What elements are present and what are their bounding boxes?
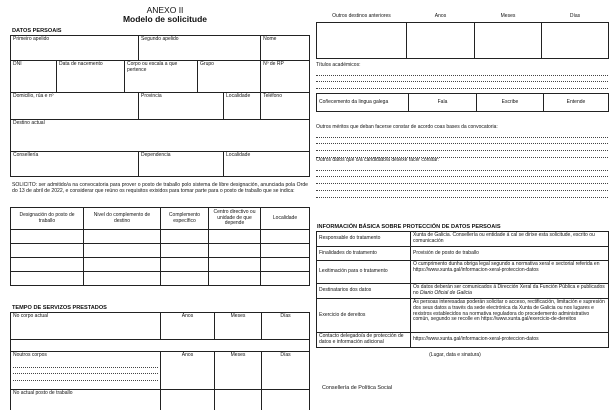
department-field[interactable]: Consellería xyxy=(11,152,139,177)
privacy-value: O cumprimento dunha obriga legal segundo a normativa xeral e sectorial referida en https://www.xunta.gal/informacion-xeral-proteccion-datos xyxy=(411,261,609,284)
galician-understands[interactable]: Entende xyxy=(544,94,609,112)
academic-section[interactable] xyxy=(316,63,608,89)
galician-label: Coñecemento da lingua galega xyxy=(317,94,409,112)
phone-field[interactable]: Teléfono xyxy=(261,93,310,120)
dependency-field[interactable]: Dependencia xyxy=(139,152,224,177)
own-body-days[interactable]: Días xyxy=(262,313,310,340)
academic-label: Títulos académicos: xyxy=(316,62,361,68)
own-body-months[interactable]: Meses xyxy=(215,313,262,340)
group-field[interactable]: Grupo xyxy=(198,61,261,93)
privacy-value: Os datos deberán ser comunicados á Dirección Xeral da Función Pública e publicados no Diario Oficial de Galicia xyxy=(411,284,609,299)
col-level: Nivel do complemento de destino xyxy=(84,208,161,230)
table-row xyxy=(11,244,310,258)
current-post-field[interactable]: Destino actual xyxy=(11,120,310,152)
post-locality-field[interactable]: Localidade xyxy=(224,152,310,177)
col-locality: Localidade xyxy=(261,208,310,230)
other-bodies-field[interactable]: Noutros corpos xyxy=(11,352,161,390)
annex-label: ANEXO II xyxy=(146,5,184,15)
address-field[interactable]: Domicilio, rúa e nº xyxy=(11,93,139,120)
personal-data-table xyxy=(10,35,310,177)
privacy-table xyxy=(316,231,609,348)
locality-field[interactable]: Localidade xyxy=(224,93,261,120)
province-field[interactable]: Provincia xyxy=(139,93,224,120)
dni-field[interactable]: DNI xyxy=(11,61,57,93)
table-row xyxy=(11,272,310,286)
other-posts-months: Meses xyxy=(500,12,516,19)
col-post-name: Designación do posto de traballo xyxy=(11,208,84,230)
services-table xyxy=(10,312,310,410)
body-scale-field[interactable]: Corpo ou escala a que pertence xyxy=(125,61,198,93)
other-posts-years: Anos xyxy=(434,12,447,19)
privacy-label: Responsable do tratamento xyxy=(317,232,411,247)
signature-caption: (Lugar, data e sinatura) xyxy=(429,352,481,358)
privacy-label: Finalidades do tratamento xyxy=(317,247,411,261)
other-bodies-days[interactable]: Días xyxy=(262,352,310,390)
table-row xyxy=(11,230,310,244)
birth-date-field[interactable]: Data de nacemento xyxy=(57,61,125,93)
current-post-time-field[interactable]: No actual posto de traballo xyxy=(11,390,161,410)
privacy-label: Exercicio de dereitos xyxy=(317,299,411,333)
merits-label: Outros méritos que deban facerse constar de acordo coas bases da convocatoria: xyxy=(316,124,498,130)
merits-section[interactable] xyxy=(316,125,608,158)
privacy-value: Provisión de posto de traballo xyxy=(411,247,609,261)
other-posts-days: Días xyxy=(569,12,581,19)
footer-department: Consellería de Política Social xyxy=(322,385,393,391)
other-bodies-years[interactable]: Anos xyxy=(161,352,215,390)
galician-table xyxy=(316,93,609,112)
nrp-field[interactable]: Nº de RP xyxy=(261,61,310,93)
col-directive-center: Centro directivo ou unidade de que depende xyxy=(209,208,261,230)
own-body-label[interactable]: No corpo actual xyxy=(11,313,161,340)
request-text: SOLICITO: ser admitido/a na convocatoria para prover o posto de traballo polo sistema de libre designación, anunciada pola Orde do 13 de abril de 2022, e considerar que reúno os requisitos exixidos para tomar parte para o posto de traballo que se indica: xyxy=(12,182,308,194)
privacy-label: Lexitimación para o tratamento xyxy=(317,261,411,284)
other-data-section[interactable] xyxy=(316,158,608,198)
other-posts-table xyxy=(316,12,609,59)
privacy-value: https://www.xunta.gal/informacion-xeral-proteccion-datos xyxy=(411,333,609,348)
other-data-label: Outros datos que o/a candidato/a desexe facer constar: xyxy=(316,157,440,163)
galician-speaks[interactable]: Fala xyxy=(409,94,477,112)
privacy-label: Contacto delegado/a de protección de datos e información adicional xyxy=(317,333,411,348)
personal-data-heading: DATOS PERSOAIS xyxy=(12,28,62,34)
privacy-label: Destinatarios dos datos xyxy=(317,284,411,299)
privacy-value: Xunta de Galicia. Consellería ou entidade á cal se dirixe esta solicitude, escrito ou comunicación xyxy=(411,232,609,247)
galician-writes[interactable]: Escribe xyxy=(477,94,544,112)
own-body-years[interactable]: Anos xyxy=(161,313,215,340)
second-surname-field[interactable]: Segundo apelido xyxy=(139,36,261,61)
privacy-heading: INFORMACIÓN BÁSICA SOBRE PROTECCIÓN DE DATOS PERSOAIS xyxy=(317,224,501,230)
other-posts-label: Outros destinos anteriores xyxy=(332,12,391,19)
col-specific-complement: Complemento específico xyxy=(161,208,209,230)
privacy-value: As persoas interesadas poderán solicitar o acceso, rectificación, limitación e supresión dos seus datos a través da sede electrónica da Xunta de Galicia ou nos lugares e rexistros establecidos na normativa reguladora do procedemento administrativo común, segundo se recolle en https://www.xunta.gal/exercicio-de-dereitos xyxy=(411,299,609,333)
form-title: Modelo de solicitude xyxy=(122,14,208,24)
requested-post-table xyxy=(10,207,310,286)
other-bodies-months[interactable]: Meses xyxy=(215,352,262,390)
table-row xyxy=(11,258,310,272)
name-field[interactable]: Nome xyxy=(261,36,310,61)
services-heading: TEMPO DE SERVIZOS PRESTADOS xyxy=(12,305,107,311)
first-surname-field[interactable]: Primeiro apelido xyxy=(11,36,139,61)
